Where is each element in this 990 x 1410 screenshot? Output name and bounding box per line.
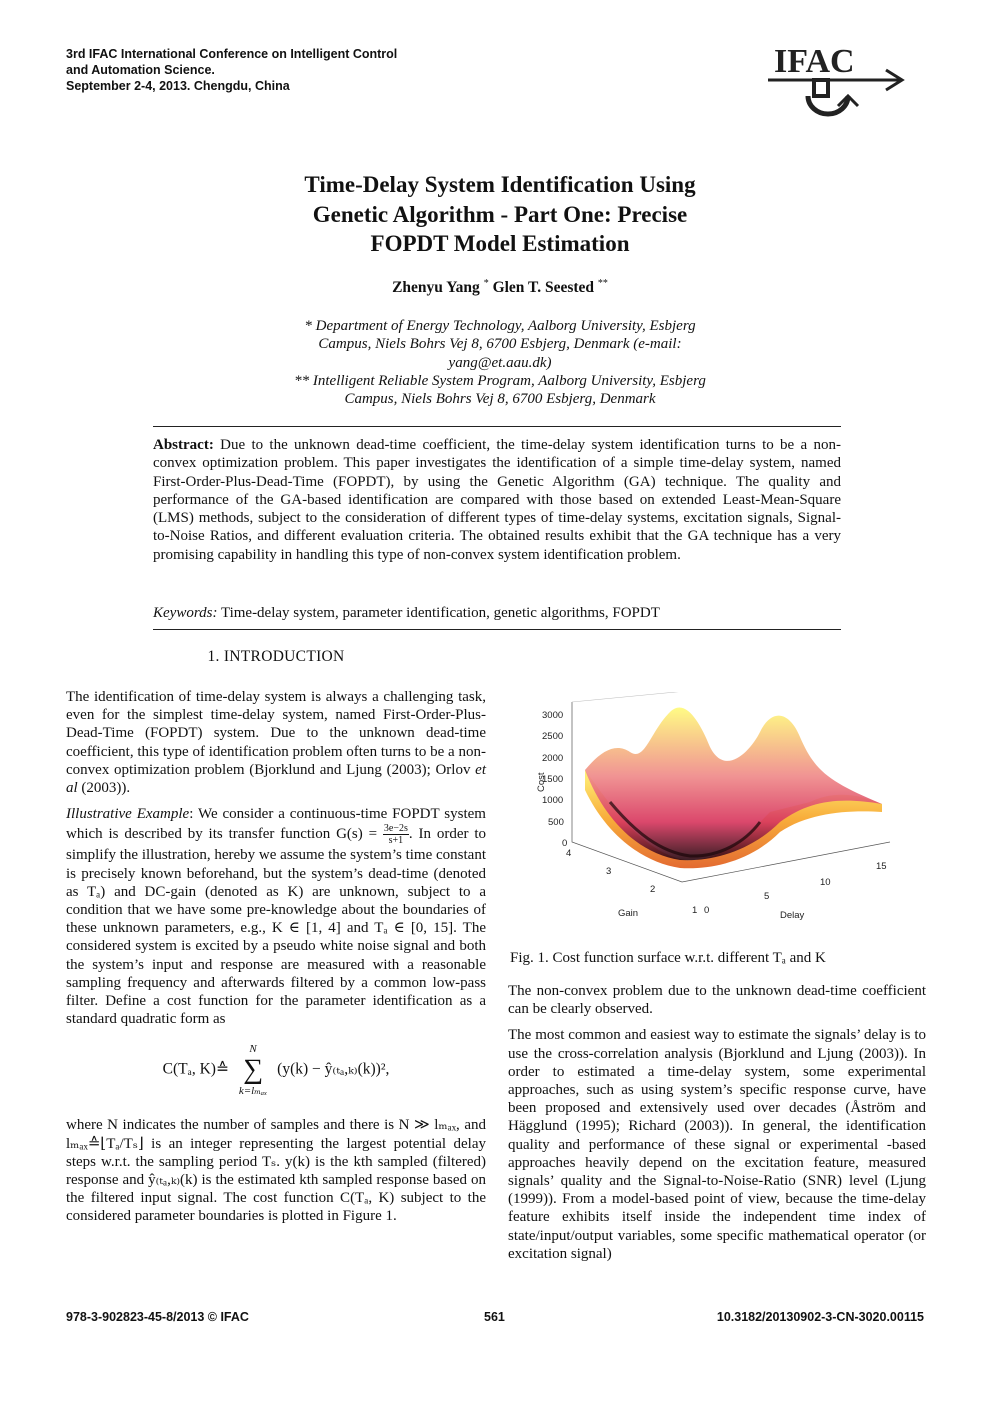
footer-doi: 10.3182/20130902-3-CN-3020.00115: [716, 1310, 924, 1324]
gain-tick: 1: [692, 905, 698, 916]
paragraph: [66, 805, 486, 1028]
title-line: Time-Delay System Identification Using: [304, 172, 696, 197]
citation-etal: et al: [66, 761, 486, 797]
conference-line-1: 3rd IFAC International Conference on Intelligent Control: [66, 47, 398, 61]
paper-title: [200, 170, 800, 259]
gain-tick: 4: [566, 848, 572, 859]
paragraph: [66, 688, 486, 797]
cost-surface-figure: [510, 692, 930, 932]
equation-rhs: (y(k) − ŷ₍ₜₐ,ₖ₎(k))²,: [277, 1061, 390, 1079]
author-mark: *: [483, 278, 489, 289]
paragraph: The most common and easiest way to estimate the signals’ delay is to use the cross-correlation analysis (Bjorklund and Ljung (2003)). In order to estimated a time-delay system, some experimental approaches, such as using system’s specific response curve, have been proposed and extensively used over decades (Åström and Hägglund (1995); Richard (2003)). In general, the identification quality and performance of these signal or experimental -based approaches heavily depend on the excitation feature, measured signals’ quality and the Signal-to-Noise-Ratio (SNR) level (Ljung (1999)). From a model-based point of view, because the time-delay feature exhibits itself inside the independent time index of state/input/output variables, some specific mathematical operator (or excitation signal): [508, 1027, 926, 1262]
conference-header: [66, 46, 397, 94]
z-tick: 500: [548, 817, 564, 828]
paragraph: The non-convex problem due to the unknown dead-time coefficient can be clearly observed.: [508, 983, 926, 1018]
divider: [153, 426, 841, 427]
title-line: Genetic Algorithm - Part One: Precise: [312, 201, 688, 227]
z-tick: 3000: [542, 710, 564, 721]
delay-tick: 5: [764, 891, 770, 902]
affiliations: [200, 317, 800, 408]
z-tick: 0: [562, 838, 568, 849]
sigma-icon: ∑: [243, 1054, 264, 1086]
gain-tick: 2: [650, 884, 656, 895]
gain-tick: 3: [606, 866, 612, 877]
footer-isbn: 978-3-902823-45-8/2013 © IFAC: [66, 1310, 249, 1324]
abstract: [153, 436, 841, 564]
fraction-numerator: 3e−2s: [383, 823, 408, 835]
example-label: Illustrative Example: [66, 806, 190, 823]
section-heading: 1. INTRODUCTION: [207, 648, 345, 665]
gain-axis-label: Gain: [618, 908, 639, 919]
cost-equation: [66, 1042, 486, 1098]
affiliation-line: yang@et.aau.dk): [448, 354, 552, 371]
delay-tick: 0: [704, 905, 710, 916]
paragraph-text: (2003)).: [81, 780, 131, 797]
equation-lhs: C(Tₐ, K)≙: [162, 1061, 229, 1079]
logo-text: IFAC: [774, 43, 855, 80]
conference-line-3: September 2-4, 2013. Chengdu, China: [66, 79, 290, 93]
keywords-label: Keywords:: [153, 605, 218, 621]
sum-upper: N: [249, 1043, 257, 1056]
paragraph-text: The identification of time-delay system is always a challenging task, even for the simplest time-delay system, named First-Order-Plus-Dead-Time (FOPDT) system. Due to the unknown dead-time coefficient, this type of identification problem often turns to be a non-convex optimization problem (Bjorklund and Ljung (2003); Orlov: [66, 689, 486, 778]
keywords-text: Time-delay system, parameter identification, genetic algorithms, FOPDT: [220, 605, 660, 621]
affiliation-line: Campus, Niels Bohrs Vej 8, 6700 Esbjerg, Denmark: [344, 391, 656, 408]
divider: [153, 629, 841, 630]
ifac-logo: [768, 40, 908, 136]
paragraph: where N indicates the number of samples and there is N ≫ lₘₐₓ, and lₘₐₓ≙⌊Tₐ/Tₛ⌋ is an integer representing the largest potential delay steps w.r.t. the sampling period Tₛ. y(k) is the kth sampled (filtered) response and ŷ₍ₜₐ,ₖ₎(k) is the estimated kth sampled response based on the filtered input signal. The cost function C(Tₐ, K) subject to the considered parameter boundaries is plotted in Figure 1.: [66, 1117, 486, 1225]
author-name: Glen T. Seested: [492, 279, 595, 297]
delay-axis-ticks: [704, 861, 887, 916]
authors: [200, 278, 800, 297]
author-mark: **: [597, 278, 608, 289]
delay-tick: 10: [820, 877, 831, 888]
author-name: Zhenyu Yang: [392, 279, 480, 297]
left-column: [66, 688, 486, 1234]
y-axis-label: Cost: [536, 772, 547, 792]
z-tick: 2000: [542, 753, 564, 764]
footer-page-number: 561: [484, 1310, 505, 1324]
z-tick: 1000: [542, 795, 564, 806]
affiliation-line: ** Intelligent Reliable System Program, Aalborg University, Esbjerg: [294, 372, 706, 389]
affiliation-line: * Department of Energy Technology, Aalborg University, Esbjerg: [304, 318, 696, 334]
keywords: [153, 605, 841, 622]
title-line: FOPDT Model Estimation: [370, 231, 630, 256]
figure-caption: Fig. 1. Cost function surface w.r.t. different Tₐ and K: [510, 950, 826, 966]
delay-axis-label: Delay: [780, 910, 805, 921]
summation: [239, 1042, 267, 1098]
z-tick: 1500: [542, 774, 564, 785]
sum-lower: k=lₘₐₓ: [238, 1085, 268, 1098]
delay-tick: 15: [876, 861, 887, 872]
right-column: [508, 982, 926, 1271]
abstract-text: Due to the unknown dead-time coefficient, the time-delay system identification turns to be a non-convex optimization problem. This paper investigates the identification of a simple time-delay system, named First-Order-Plus-Dead-Time (FOPDT), by using the Genetic Algorithm (GA) technique. The quality and performance of the GA-based identification are compared with those based on extended Least-Mean-Square (LMS) methods, subject to the consideration of different types of time-delay systems, excitation signals, Signal-to-Noise Ratios, and different evaluation criteria. The obtained results exhibit that the GA technique has a very promising capability in handling this type of non-convex system identification problem.: [153, 437, 841, 563]
abstract-label: Abstract:: [153, 437, 214, 453]
paragraph-text: : We consider a continuous-time FOPDT system which is described by its transfer function G(s) =: [66, 806, 486, 843]
conference-line-2: and Automation Science.: [66, 63, 215, 77]
transfer-fraction: [383, 823, 409, 846]
fraction-denominator: s+1: [388, 835, 404, 847]
z-tick: 2500: [542, 731, 564, 742]
affiliation-line: Campus, Niels Bohrs Vej 8, 6700 Esbjerg, Denmark (e-mail:: [318, 336, 682, 353]
paragraph-text: . In order to simplify the illustration, hereby we assume the system’s time constant is precisely known beforehand, but the system’s dead-time (denoted as Tₐ) and DC-gain (denoted as K) are unknown, subject to a condition that we have some pre-knowledge about the boundaries of these unknown parameters, e.g., K ∈ [1, 4] and Tₐ ∈ [0, 15]. The considered system is excited by a pseudo white noise signal and both the system’s input and response are measured with a reasonable sampling frequency and afterwards filtered by a common low-pass filter. Define a cost function for the parameter identification as a standard quadratic form as: [66, 826, 487, 1028]
